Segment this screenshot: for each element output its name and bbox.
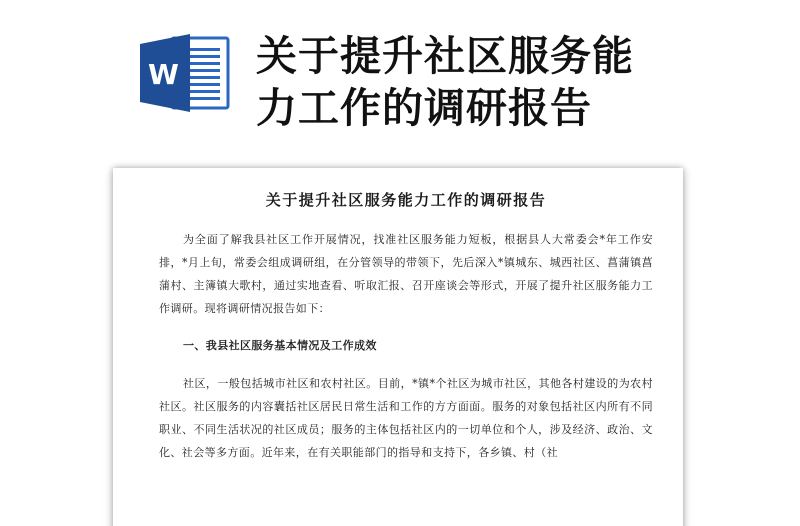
document-section-heading: 一、我县社区服务基本情况及工作成效 (183, 339, 377, 352)
document-paragraph-body: 社区，一般包括城市社区和农村社区。目前，*镇*个社区为城市社区，其他各村建设的为农村社区。社区服务的内容囊括社区居民日常生活和工作的方方面面。服务的对象包括社区内所有不同职业、不同生活状况的社区成员；服务的主体包括社区内的一切单位和个人，涉及经济、政治、文化、社会等多方面。近年来，在有关职能部门的指导和支持下，各乡镇、村（社 (159, 377, 653, 459)
document-title: 关于提升社区服务能力工作的调研报告 (265, 191, 547, 209)
headline-line-2: 力工作的调研报告 (256, 84, 592, 132)
page-headline (256, 30, 776, 134)
headline-line-1: 关于提升社区服务能 (256, 32, 634, 80)
document-paragraph-intro: 为全面了解我县社区工作开展情况，找准社区服务能力短板，根据县人大常委会*年工作安排，*月上旬，常委会组成调研组，在分管领导的带领下，先后深入*镇城东、城西社区、菖蒲镇菖蒲村、主簿镇大歌村，通过实地查看、听取汇报、召开座谈会等形式，开展了提升社区服务能力工作调研。现将调研情况报告如下： (159, 233, 653, 315)
document-page-preview (113, 168, 683, 526)
word-logo-letter: W (148, 58, 179, 91)
microsoft-word-icon (138, 32, 230, 114)
